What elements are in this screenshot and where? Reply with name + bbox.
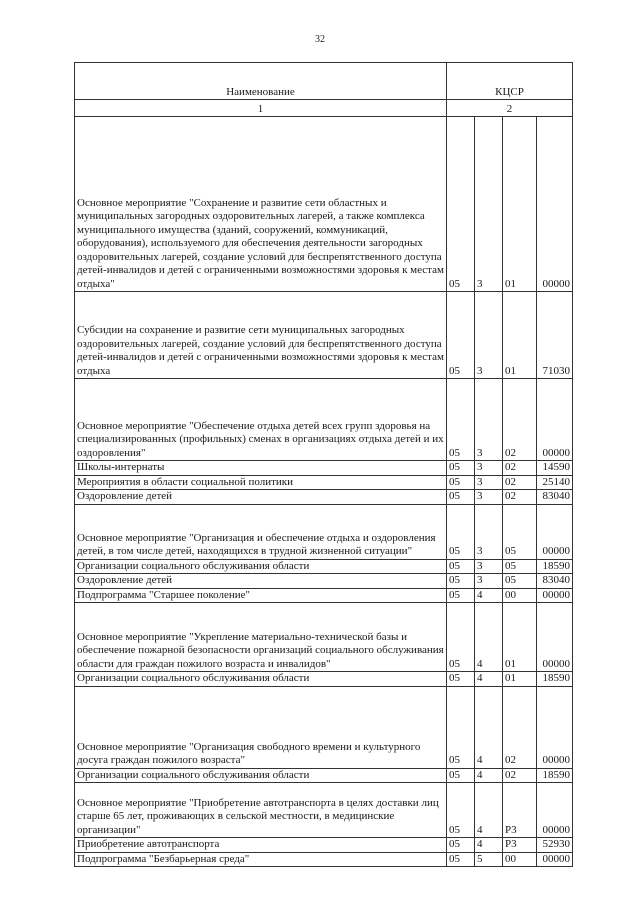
code-part-3: 02	[503, 490, 537, 505]
code-part-2: 3	[475, 117, 503, 292]
row-name: Оздоровление детей	[75, 574, 447, 589]
code-part-1: 05	[447, 588, 475, 603]
code-part-1: 05	[447, 379, 475, 461]
code-part-2: 3	[475, 475, 503, 490]
code-part-1: 05	[447, 838, 475, 853]
row-name: Подпрограмма "Старшее поколение"	[75, 588, 447, 603]
code-part-1: 05	[447, 686, 475, 768]
row-name: Организации социального обслуживания области	[75, 672, 447, 687]
code-part-3: 02	[503, 379, 537, 461]
code-part-4: 00000	[537, 117, 573, 292]
code-part-1: 05	[447, 768, 475, 783]
row-name: Основное мероприятие "Организация свободного времени и культурного досуга граждан пожилого возраста"	[75, 686, 447, 768]
code-part-2: 4	[475, 686, 503, 768]
code-part-2: 3	[475, 379, 503, 461]
code-part-1: 05	[447, 461, 475, 476]
code-part-2: 3	[475, 504, 503, 559]
code-part-1: 05	[447, 475, 475, 490]
code-part-3: 05	[503, 559, 537, 574]
code-part-3: 02	[503, 768, 537, 783]
code-part-4: 00000	[537, 504, 573, 559]
code-part-4: 18590	[537, 672, 573, 687]
table-body	[75, 117, 573, 867]
table-row	[75, 852, 573, 867]
code-part-2: 4	[475, 588, 503, 603]
code-part-2: 4	[475, 838, 503, 853]
code-part-2: 3	[475, 292, 503, 379]
code-part-4: 00000	[537, 686, 573, 768]
code-part-4: 18590	[537, 559, 573, 574]
code-part-3: 01	[503, 672, 537, 687]
code-part-4: 14590	[537, 461, 573, 476]
code-part-1: 05	[447, 603, 475, 672]
code-part-2: 4	[475, 672, 503, 687]
row-name: Мероприятия в области социальной политики	[75, 475, 447, 490]
code-part-4: 18590	[537, 768, 573, 783]
code-part-2: 4	[475, 783, 503, 838]
code-part-3: 01	[503, 117, 537, 292]
code-part-1: 05	[447, 292, 475, 379]
code-part-2: 3	[475, 574, 503, 589]
code-part-3: 02	[503, 686, 537, 768]
row-name: Подпрограмма "Безбарьерная среда"	[75, 852, 447, 867]
code-part-4: 00000	[537, 588, 573, 603]
code-part-3: 02	[503, 475, 537, 490]
header-code: КЦСР	[447, 63, 573, 100]
code-part-2: 3	[475, 490, 503, 505]
row-name: Основное мероприятие "Укрепление материально-технической базы и обеспечение пожарной безопасности организаций социального обслуживания области для граждан пожилого возраста и инвалидов"	[75, 603, 447, 672]
row-name: Основное мероприятие "Приобретение автотранспорта в целях доставки лиц старше 65 лет, проживающих в сельской местности, в медицинские организации"	[75, 783, 447, 838]
code-part-4: 00000	[537, 852, 573, 867]
table-row	[75, 672, 573, 687]
code-part-4: 52930	[537, 838, 573, 853]
code-part-4: 00000	[537, 379, 573, 461]
code-part-3: 05	[503, 574, 537, 589]
table-row	[75, 686, 573, 768]
table-row	[75, 504, 573, 559]
code-part-3: 05	[503, 504, 537, 559]
table-row	[75, 379, 573, 461]
code-part-4: 83040	[537, 490, 573, 505]
row-name: Школы-интернаты	[75, 461, 447, 476]
code-part-1: 05	[447, 504, 475, 559]
code-part-3: 00	[503, 852, 537, 867]
header-num-name: 1	[75, 100, 447, 117]
code-part-2: 3	[475, 461, 503, 476]
code-part-1: 05	[447, 783, 475, 838]
code-part-2: 4	[475, 603, 503, 672]
code-part-4: 25140	[537, 475, 573, 490]
table-row	[75, 783, 573, 838]
code-part-3: 01	[503, 603, 537, 672]
row-name: Организации социального обслуживания области	[75, 559, 447, 574]
row-name: Оздоровление детей	[75, 490, 447, 505]
code-part-1: 05	[447, 559, 475, 574]
code-part-1: 05	[447, 117, 475, 292]
table-row	[75, 292, 573, 379]
row-name: Субсидии на сохранение и развитие сети муниципальных загородных оздоровительных лагерей, создание условий для беспрепятственного доступа детей-инвалидов и детей с ограниченными возможностями здоровья к местам отдыха	[75, 292, 447, 379]
code-part-4: 83040	[537, 574, 573, 589]
header-name: Наименование	[75, 63, 447, 100]
code-part-2: 3	[475, 559, 503, 574]
table-row	[75, 588, 573, 603]
code-part-4: 00000	[537, 603, 573, 672]
code-part-2: 5	[475, 852, 503, 867]
code-part-2: 4	[475, 768, 503, 783]
row-name: Основное мероприятие "Организация и обеспечение отдыха и оздоровления детей, в том числе детей, находящихся в трудной жизненной ситуации"	[75, 504, 447, 559]
table-row	[75, 559, 573, 574]
code-part-3: P3	[503, 838, 537, 853]
code-part-3: P3	[503, 783, 537, 838]
table-row	[75, 117, 573, 292]
page-number: 32	[315, 34, 325, 45]
code-part-4: 00000	[537, 783, 573, 838]
row-name: Основное мероприятие "Обеспечение отдыха детей всех групп здоровья на специализированных (профильных) сменах в организациях отдыха детей и их оздоровления"	[75, 379, 447, 461]
row-name: Приобретение автотранспорта	[75, 838, 447, 853]
code-part-4: 71030	[537, 292, 573, 379]
code-part-3: 01	[503, 292, 537, 379]
code-part-1: 05	[447, 672, 475, 687]
table-row	[75, 461, 573, 476]
code-part-3: 00	[503, 588, 537, 603]
table-row	[75, 603, 573, 672]
table-row	[75, 838, 573, 853]
code-part-1: 05	[447, 574, 475, 589]
header-num-code: 2	[447, 100, 573, 117]
table-row	[75, 475, 573, 490]
row-name: Организации социального обслуживания области	[75, 768, 447, 783]
code-part-1: 05	[447, 490, 475, 505]
table-row	[75, 574, 573, 589]
budget-classification-table	[74, 62, 573, 867]
table-row	[75, 490, 573, 505]
row-name: Основное мероприятие "Сохранение и развитие сети областных и муниципальных загородных оздоровительных лагерей, а также комплекса муниципального имущества (зданий, сооружений, коммуникаций, оборудования), используемого для обеспечения деятельности загородных оздоровительных лагерей, создание условий для беспрепятственного доступа детей-инвалидов и детей с ограниченными возможностями здоровья к местам отдыха"	[75, 117, 447, 292]
code-part-3: 02	[503, 461, 537, 476]
table-row	[75, 768, 573, 783]
code-part-1: 05	[447, 852, 475, 867]
